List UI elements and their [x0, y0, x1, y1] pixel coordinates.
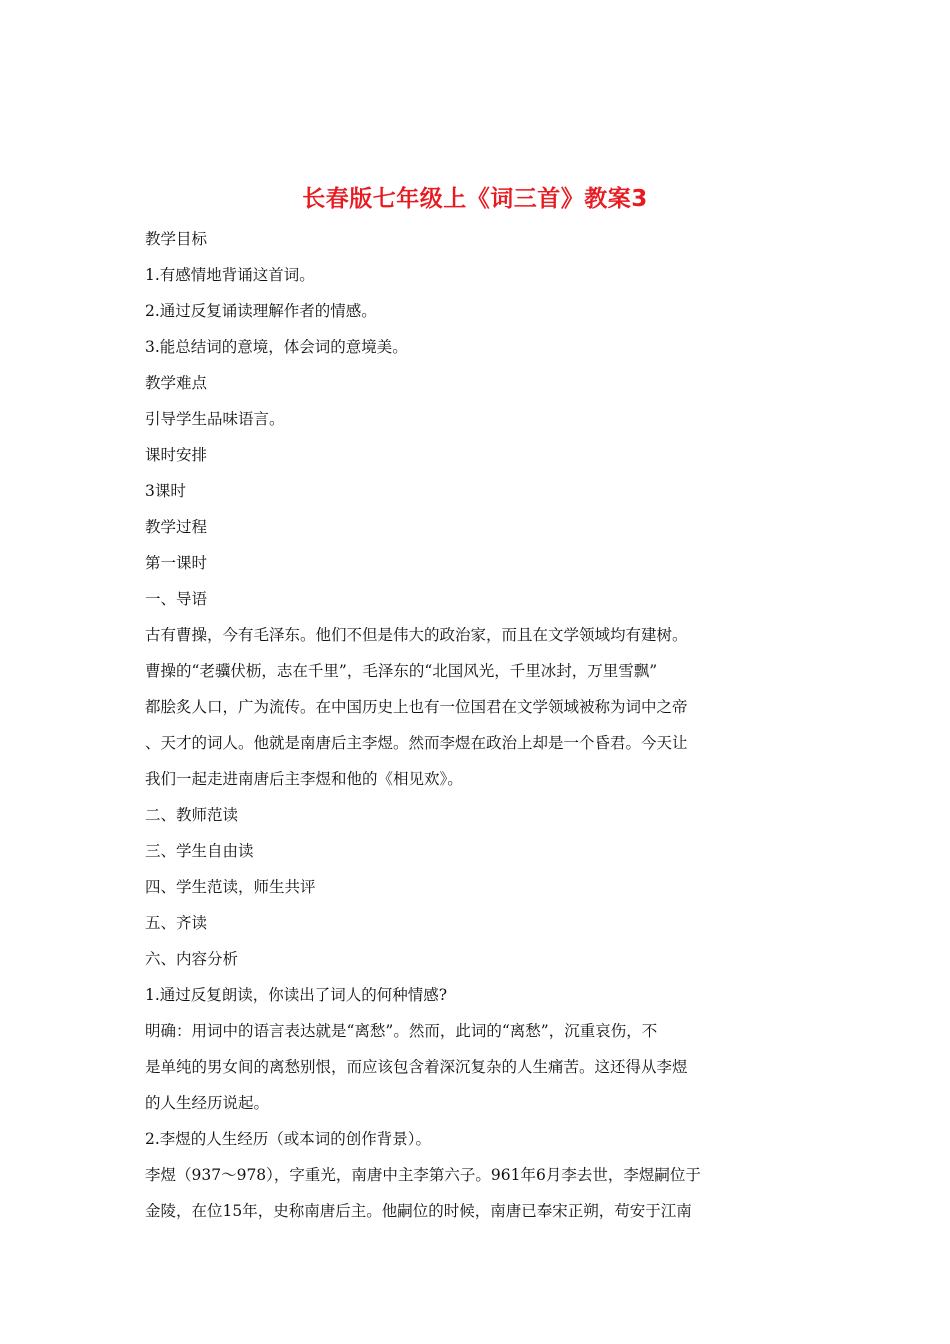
- paragraph-line: 古有曹操，今有毛泽东。他们不但是伟大的政治家，而且在文学领域均有建树。: [145, 626, 688, 644]
- section-heading-difficulty: 教学难点: [145, 374, 208, 392]
- paragraph-line: 我们一起走进南唐后主李煜和他的《相见欢》。: [145, 770, 463, 788]
- paragraph-line: 曹操的“老骥伏枥，志在千里”，毛泽东的“北国风光，千里冰封，万里雪飘”: [145, 662, 658, 680]
- paragraph-line: 引导学生品味语言。: [145, 410, 285, 428]
- document-title: 长春版七年级上《词三首》教案3: [302, 186, 648, 212]
- objective-item: 1.有感情地背诵这首词。: [145, 266, 315, 284]
- section-heading-objectives: 教学目标: [145, 230, 208, 248]
- step-heading: 二、教师范读: [145, 806, 239, 824]
- step-heading: 三、学生自由读: [145, 842, 254, 860]
- paragraph-line: 3课时: [145, 482, 186, 500]
- objective-item: 2.通过反复诵读理解作者的情感。: [145, 302, 377, 320]
- paragraph-line: 金陵，在位15年，史称南唐后主。他嗣位的时候，南唐已奉宋正朔，苟安于江南: [145, 1202, 692, 1220]
- paragraph-line: 都脍炙人口，广为流传。在中国历史上也有一位国君在文学领域被称为词中之帝: [145, 698, 688, 716]
- paragraph-line: 、天才的词人。他就是南唐后主李煜。然而李煜在政治上却是一个昏君。今天让: [145, 734, 688, 752]
- paragraph-line: 李煜（937～978），字重光，南唐中主李第六子。961年6月李去世，李煜嗣位于: [145, 1166, 701, 1184]
- step-heading: 五、齐读: [145, 914, 208, 932]
- subsection-heading: 第一课时: [145, 554, 208, 572]
- paragraph-line: 是单纯的男女间的离愁别恨，而应该包含着深沉复杂的人生痛苦。这还得从李煜: [145, 1058, 688, 1076]
- paragraph-line: 明确：用词中的语言表达就是“离愁”。然而，此词的“离愁”，沉重哀伤，不: [145, 1022, 658, 1040]
- step-heading: 六、内容分析: [145, 950, 239, 968]
- paragraph-line: 的人生经历说起。: [145, 1094, 270, 1112]
- step-heading: 四、学生范读，师生共评: [145, 878, 316, 896]
- question-item: 1.通过反复朗读，你读出了词人的何种情感?: [145, 986, 448, 1004]
- document-body: [145, 221, 805, 1229]
- section-heading-schedule: 课时安排: [145, 446, 208, 464]
- section-heading-process: 教学过程: [145, 518, 208, 536]
- step-heading: 一、导语: [145, 590, 208, 608]
- question-item: 2.李煜的人生经历（或本词的创作背景）。: [145, 1130, 432, 1148]
- objective-item: 3.能总结词的意境，体会词的意境美。: [145, 338, 408, 356]
